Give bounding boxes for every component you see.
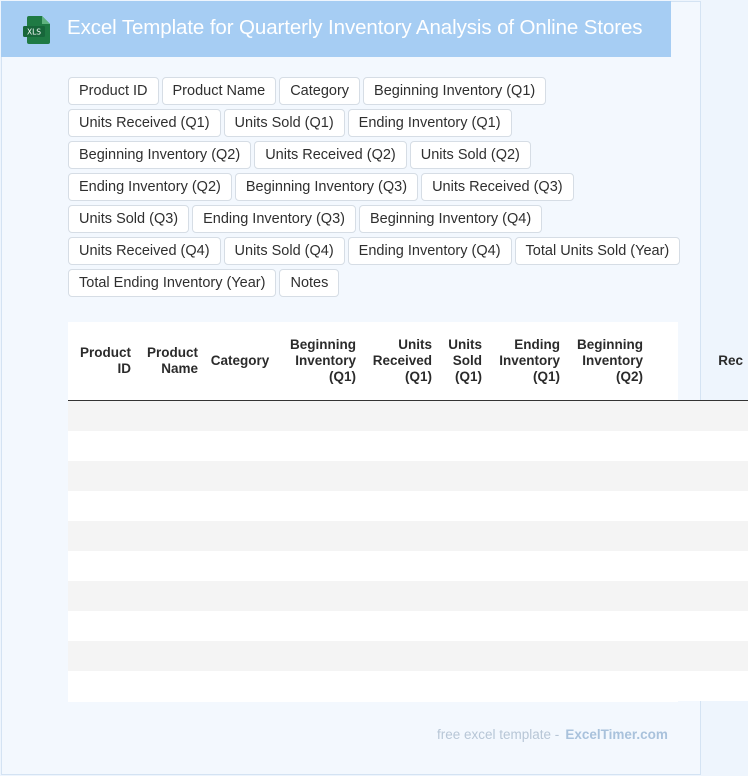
column-header: Category: [203, 322, 277, 400]
column-chip[interactable]: Units Sold (Q4): [224, 237, 345, 265]
column-header: Product Name: [136, 322, 203, 400]
table-cell[interactable]: [565, 671, 648, 701]
column-chip[interactable]: Product ID: [68, 77, 159, 105]
table-cell[interactable]: [487, 581, 565, 611]
table-cell[interactable]: [361, 641, 437, 671]
column-chip[interactable]: Beginning Inventory (Q1): [363, 77, 546, 105]
table-cell[interactable]: [565, 641, 648, 671]
table-cell[interactable]: [565, 611, 648, 641]
table-cell[interactable]: [136, 491, 203, 521]
column-header: Beginning Inventory (Q2): [565, 322, 648, 400]
table-cell[interactable]: [277, 581, 361, 611]
table-row: [68, 671, 748, 701]
column-chip[interactable]: Units Received (Q1): [68, 109, 221, 137]
column-header: Beginning Inventory (Q1): [277, 322, 361, 400]
table-cell[interactable]: [437, 491, 487, 521]
table-cell[interactable]: [68, 400, 136, 431]
table-cell[interactable]: [648, 431, 748, 461]
table-cell[interactable]: [565, 400, 648, 431]
column-header: Units Received (Q1): [361, 322, 437, 400]
column-chip[interactable]: Total Units Sold (Year): [515, 237, 681, 265]
column-chip[interactable]: Ending Inventory (Q1): [348, 109, 512, 137]
table-cell[interactable]: [203, 551, 277, 581]
table-cell[interactable]: [487, 671, 565, 701]
table-row: [68, 551, 748, 581]
table-header-row: [68, 322, 748, 400]
table-cell[interactable]: [277, 461, 361, 491]
table-cell[interactable]: [136, 611, 203, 641]
table-cell[interactable]: [565, 491, 648, 521]
table-cell[interactable]: [565, 431, 648, 461]
column-chip[interactable]: Units Sold (Q1): [224, 109, 345, 137]
table-cell[interactable]: [203, 521, 277, 551]
table-row: [68, 641, 748, 671]
inventory-table: [68, 322, 748, 701]
table-cell[interactable]: [565, 551, 648, 581]
table-cell[interactable]: [136, 551, 203, 581]
inventory-table-container[interactable]: [68, 322, 743, 702]
table-row: [68, 431, 748, 461]
column-chip[interactable]: Units Sold (Q3): [68, 205, 189, 233]
table-cell[interactable]: [437, 551, 487, 581]
column-chip[interactable]: Ending Inventory (Q3): [192, 205, 356, 233]
table-cell[interactable]: [648, 491, 748, 521]
table-cell[interactable]: [361, 671, 437, 701]
column-chip[interactable]: Product Name: [162, 77, 277, 105]
table-cell[interactable]: [203, 491, 277, 521]
table-cell[interactable]: [277, 671, 361, 701]
table-cell[interactable]: [487, 491, 565, 521]
table-cell[interactable]: [487, 400, 565, 431]
table-cell[interactable]: [136, 400, 203, 431]
table-cell[interactable]: [68, 581, 136, 611]
column-chip[interactable]: Ending Inventory (Q4): [348, 237, 512, 265]
column-chip[interactable]: Units Received (Q3): [421, 173, 574, 201]
table-cell[interactable]: [68, 611, 136, 641]
table-cell[interactable]: [68, 641, 136, 671]
table-row: [68, 581, 748, 611]
table-cell[interactable]: [648, 581, 748, 611]
column-chip[interactable]: Notes: [279, 269, 339, 297]
excel-icon-label: XLS: [26, 27, 42, 37]
table-cell[interactable]: [203, 641, 277, 671]
table-cell[interactable]: [277, 400, 361, 431]
table-cell[interactable]: [203, 431, 277, 461]
table-cell[interactable]: [437, 671, 487, 701]
table-cell[interactable]: [361, 521, 437, 551]
table-cell[interactable]: [277, 611, 361, 641]
table-cell[interactable]: [68, 431, 136, 461]
column-chip[interactable]: Units Received (Q2): [254, 141, 407, 169]
column-header: Ending Inventory (Q1): [487, 322, 565, 400]
column-header: Product ID: [68, 322, 136, 400]
table-cell[interactable]: [361, 491, 437, 521]
table-cell[interactable]: [136, 671, 203, 701]
column-chip[interactable]: Units Sold (Q2): [410, 141, 531, 169]
table-cell[interactable]: [68, 491, 136, 521]
table-cell[interactable]: [487, 551, 565, 581]
table-cell[interactable]: [68, 461, 136, 491]
table-cell[interactable]: [361, 431, 437, 461]
footer-brand-link[interactable]: ExcelTimer.com: [565, 727, 668, 742]
table-cell[interactable]: [361, 581, 437, 611]
column-chip[interactable]: Total Ending Inventory (Year): [68, 269, 276, 297]
page-title: Excel Template for Quarterly Inventory Analysis of Online Stores: [67, 16, 643, 39]
table-cell[interactable]: [361, 611, 437, 641]
table-cell[interactable]: [437, 581, 487, 611]
table-cell[interactable]: [361, 461, 437, 491]
table-cell[interactable]: [437, 461, 487, 491]
table-cell[interactable]: [203, 611, 277, 641]
table-body: [68, 400, 748, 701]
table-cell[interactable]: [437, 521, 487, 551]
column-chip-list: [68, 77, 690, 297]
column-chip[interactable]: Category: [279, 77, 360, 105]
table-cell[interactable]: [277, 491, 361, 521]
table-cell[interactable]: [565, 581, 648, 611]
page-header: [1, 1, 671, 57]
table-cell[interactable]: [361, 551, 437, 581]
table-cell[interactable]: [487, 641, 565, 671]
table-cell[interactable]: [277, 551, 361, 581]
column-header: Units Sold (Q1): [437, 322, 487, 400]
table-cell[interactable]: [487, 521, 565, 551]
table-cell[interactable]: [648, 400, 748, 431]
table-row: [68, 400, 748, 431]
table-cell[interactable]: [136, 431, 203, 461]
table-cell[interactable]: [648, 641, 748, 671]
table-row: [68, 491, 748, 521]
column-chip[interactable]: Units Received (Q4): [68, 237, 221, 265]
table-row: [68, 521, 748, 551]
column-chip[interactable]: Beginning Inventory (Q3): [235, 173, 418, 201]
table-cell[interactable]: [487, 611, 565, 641]
table-row: [68, 611, 748, 641]
table-row: [68, 461, 748, 491]
table-cell[interactable]: [203, 581, 277, 611]
table-cell[interactable]: [487, 431, 565, 461]
table-cell[interactable]: [565, 461, 648, 491]
table-cell[interactable]: [648, 671, 748, 701]
table-cell[interactable]: [565, 521, 648, 551]
table-cell[interactable]: [487, 461, 565, 491]
table-cell[interactable]: [648, 611, 748, 641]
table-cell[interactable]: [136, 641, 203, 671]
table-cell[interactable]: [437, 611, 487, 641]
table-cell[interactable]: [277, 521, 361, 551]
excel-file-icon: [23, 15, 51, 45]
table-cell[interactable]: [648, 551, 748, 581]
table-cell[interactable]: [437, 641, 487, 671]
table-cell[interactable]: [68, 671, 136, 701]
table-cell[interactable]: [648, 461, 748, 491]
table-cell[interactable]: [277, 641, 361, 671]
table-cell[interactable]: [68, 551, 136, 581]
table-cell[interactable]: [136, 521, 203, 551]
table-cell[interactable]: [203, 461, 277, 491]
column-chip[interactable]: Beginning Inventory (Q2): [68, 141, 251, 169]
table-cell[interactable]: [277, 431, 361, 461]
footer: [437, 727, 668, 742]
table-cell[interactable]: [437, 431, 487, 461]
column-header: Rec: [648, 322, 748, 400]
table-cell[interactable]: [361, 400, 437, 431]
table-cell[interactable]: [136, 461, 203, 491]
table-cell[interactable]: [68, 521, 136, 551]
column-chip[interactable]: Ending Inventory (Q2): [68, 173, 232, 201]
table-cell[interactable]: [203, 671, 277, 701]
table-cell[interactable]: [136, 581, 203, 611]
table-cell[interactable]: [437, 400, 487, 431]
footer-text: free excel template -: [437, 727, 560, 742]
table-cell[interactable]: [203, 400, 277, 431]
column-chip[interactable]: Beginning Inventory (Q4): [359, 205, 542, 233]
table-cell[interactable]: [648, 521, 748, 551]
